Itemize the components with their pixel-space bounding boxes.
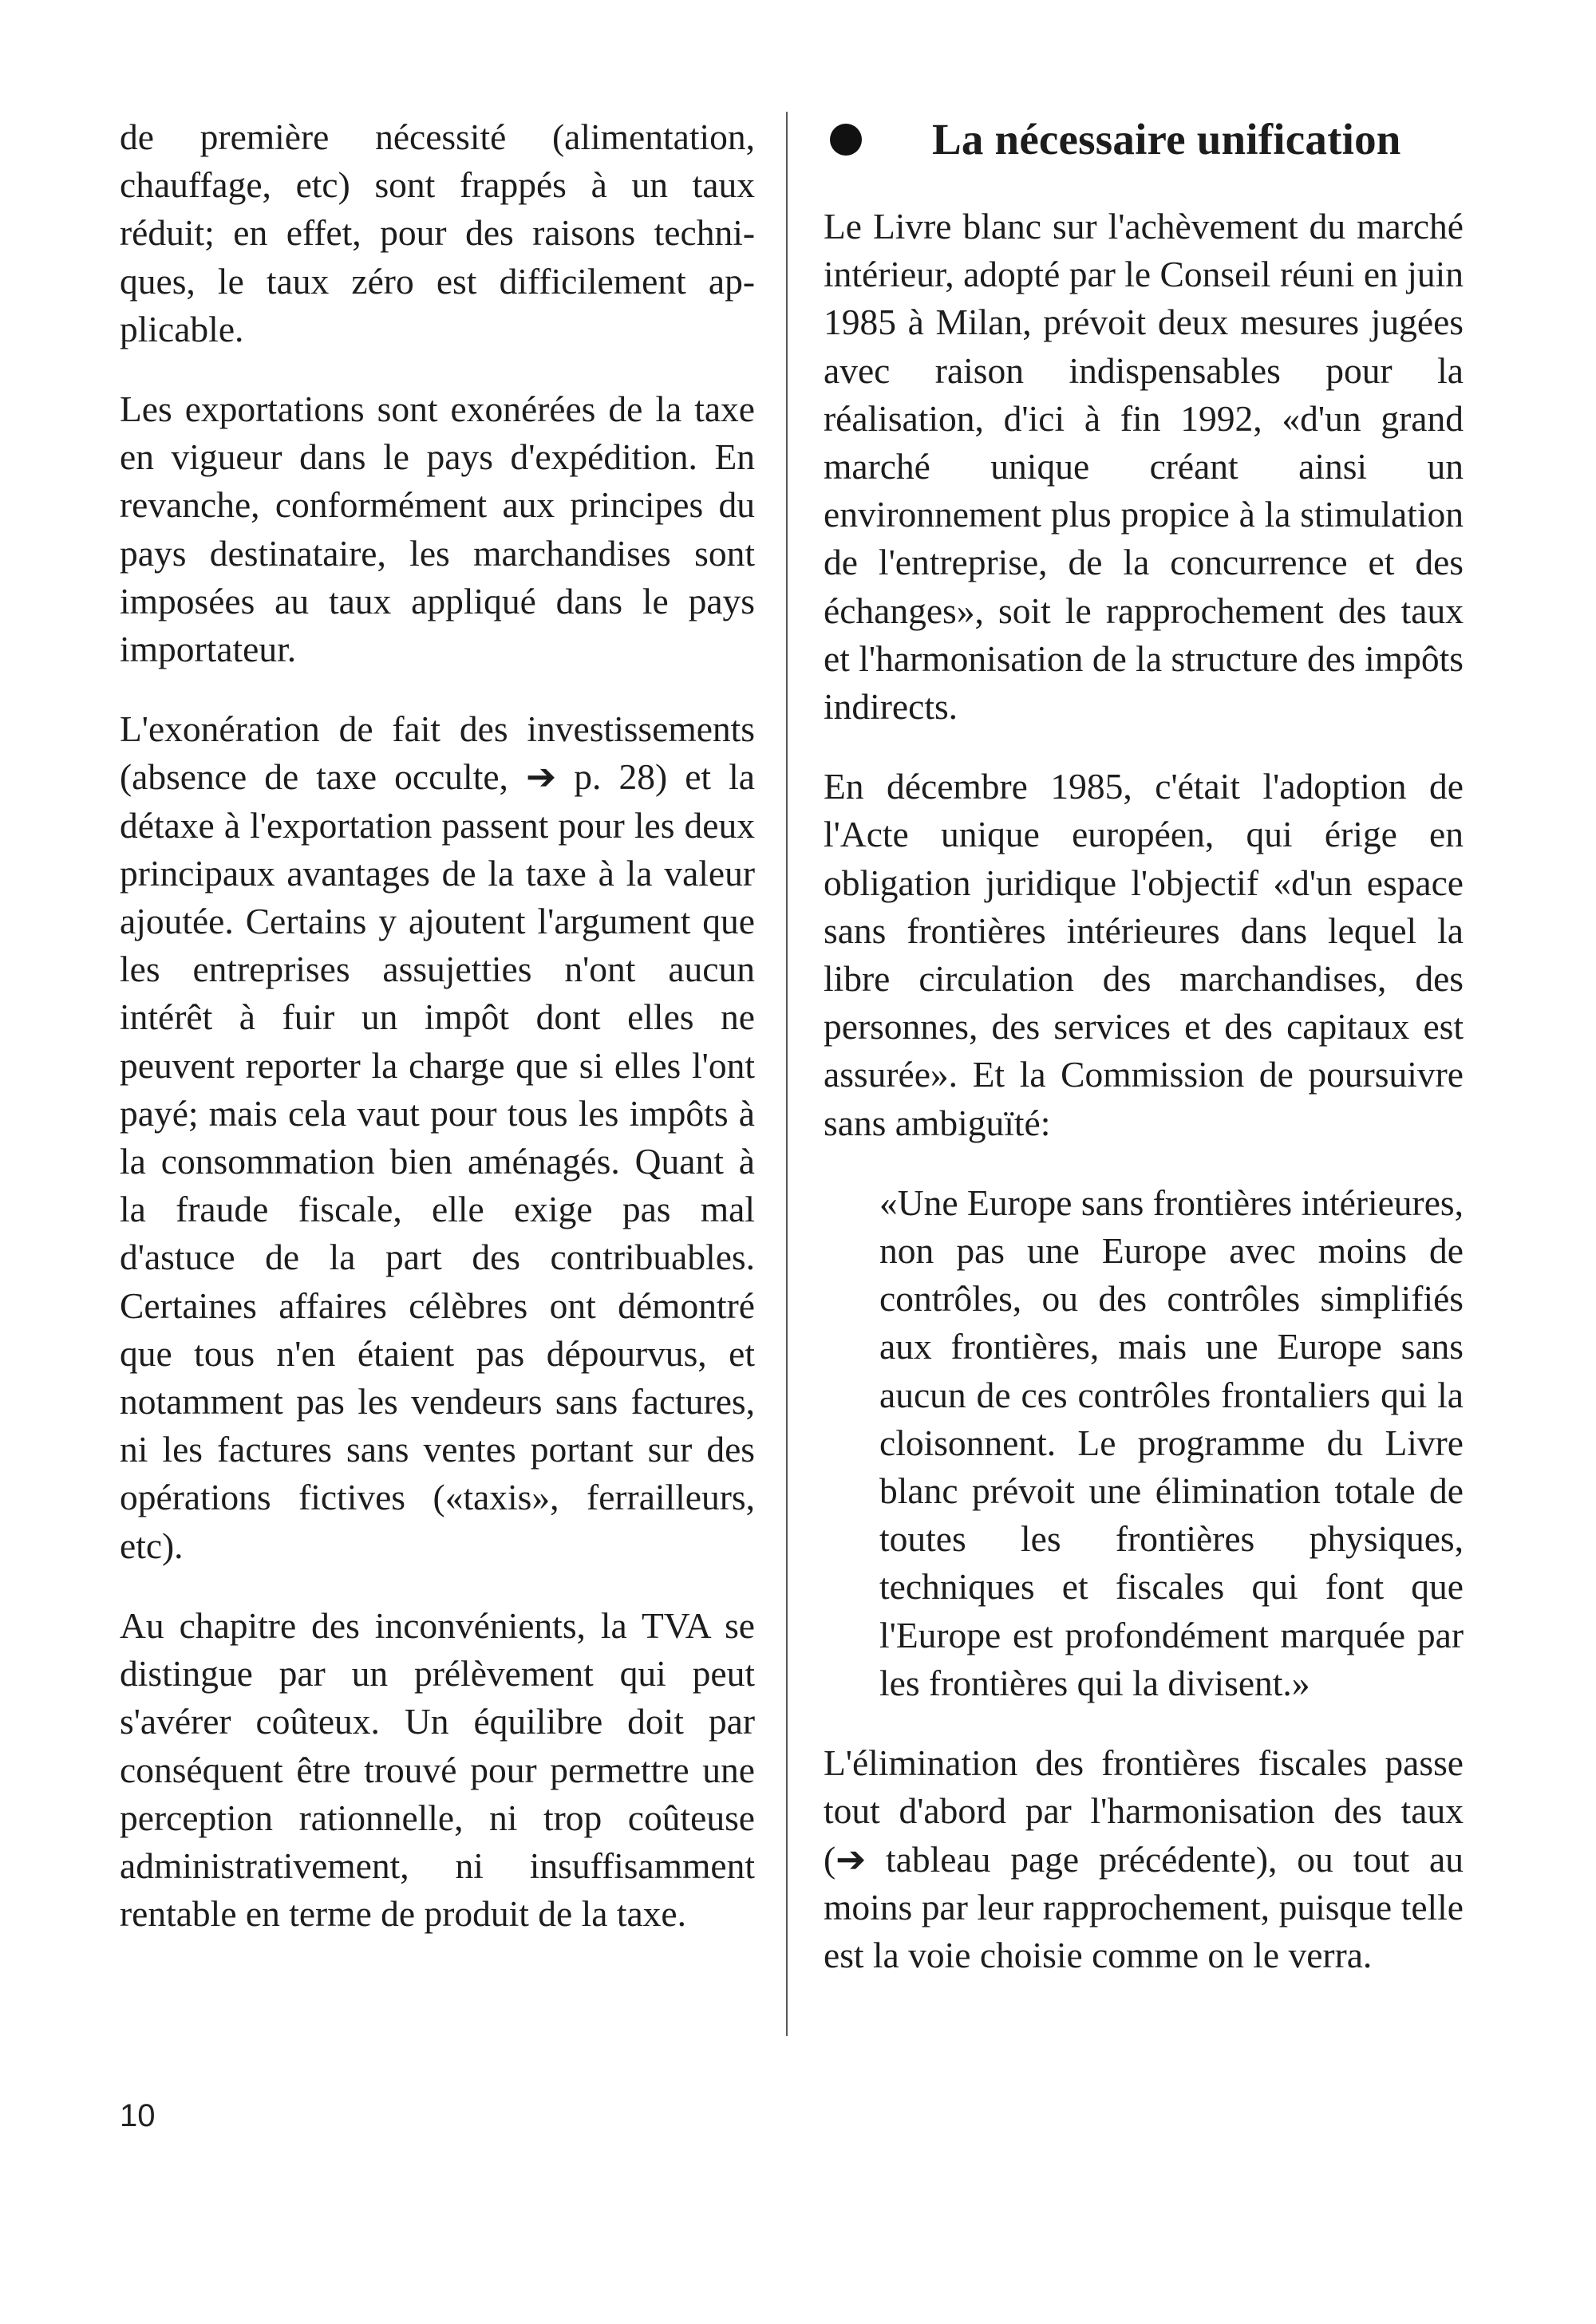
- right-column: [824, 112, 1464, 2011]
- left-column: [120, 113, 755, 1970]
- paragraph-advantages: L'exonération de fait des investissements (absence de taxe occulte, ➔ p. 28) et la détaxe à l'exportation passent pour les deux principaux avantages de la taxe à la valeur ajoutée. Certains y ajoutent l'argument que les entreprises assujetties n'ont aucun intérêt à fuir un impôt dont elles ne peuvent reporter la charge que si elles l'ont payé; mais cela vaut pour tous les impôts à la consommation bien aménagés. Quant à la fraude fiscale, elle exige pas mal d'astuce de la part des contribuables. Certaines affaires célèbres ont démontré que tous n'en étaient pas dépourvus, et notamment pas les vendeurs sans factures, ni les factures sans ventes portant sur des opérations fictives («taxis», ferrailleurs, etc).: [120, 708, 755, 1566]
- paragraph-white-paper: Le Livre blanc sur l'achèvement du marché intérieur, adopté par le Conseil réuni en juin 1985 à Milan, prévoit deux mesures jugées avec raison indispensables pour la réalisation, d'ici à fin 1992, «d'un grand marché unique créant ainsi un environnement plus propice à la stimulation de l'entreprise, de la concurrence et des échanges», soit le rapprochement des taux et l'harmonisation de la structure des impôts indirects.: [824, 206, 1464, 728]
- bullet-icon: [830, 124, 862, 156]
- page-number: 10: [120, 2098, 156, 2133]
- paragraph-necessities: de première nécessité (alimentation, chauffage, etc) sont frappés à un taux réduit; en effet, pour des raisons techniques, le taux zéro est difficilement applicable.: [120, 116, 755, 349]
- paragraph-drawbacks: Au chapitre des inconvénients, la TVA se distingue par un prélèvement qui peut s'avérer coûteux. Un équilibre doit par conséquent être trouvé pour permettre une perception rationnelle, ni trop coûteuse administrativement, ni insuffisamment rentable en terme de produit de la taxe.: [120, 1604, 755, 1935]
- section-title: La nécessaire unification: [932, 115, 1401, 164]
- column-divider: [786, 112, 788, 2036]
- paragraph-elimination: L'élimination des frontières fiscales passe tout d'abord par l'harmonisation des taux (➔ tableau page précédente), ou tout au moins par leur rapprochement, puisque telle est la voie choisie comme on le verra.: [824, 1742, 1464, 1975]
- block-quote: «Une Europe sans frontières intérieures, non pas une Europe avec moins de contrôles, ou des contrôles simplifiés aux frontières, mais une Europe sans aucun de ces contrôles frontaliers qui la cloisonnent. Le programme du Livre blanc prévoit une élimination totale de toutes les frontières physiques, techniques et fiscales qui font que l'Europe est profondément marquée par les frontières qui la divisent.»: [879, 1182, 1464, 1703]
- section-heading: [824, 112, 1464, 168]
- paragraph-exports: Les exportations sont exonérées de la taxe en vigueur dans le pays d'expédition. En revanche, conformément aux principes du pays destinataire, les marchandises sont imposées au taux appliqué dans le pays importateur.: [120, 389, 755, 670]
- paragraph-single-act: En décembre 1985, c'était l'adoption de l'Acte unique européen, qui érige en obligation juridique l'objectif «d'un espace sans frontières intérieures dans lequel la libre circulation des marchandises, des personnes, des services et des capitaux est assurée». Et la Commission de poursuivre sans ambiguïté:: [824, 766, 1464, 1143]
